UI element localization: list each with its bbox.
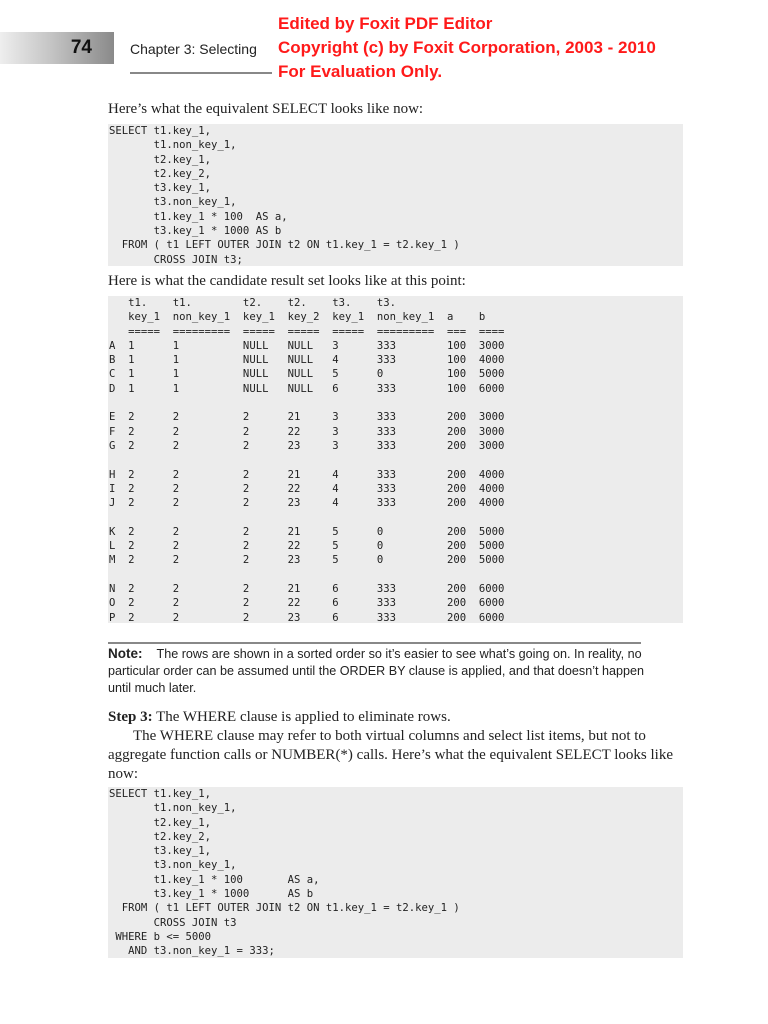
code-line: t3.key_1 * 1000 AS b: [109, 888, 314, 901]
page-number: 74: [70, 37, 92, 58]
code-line: WHERE b <= 5000: [109, 930, 212, 943]
code-line: SELECT t1.key_1,: [109, 788, 212, 800]
table-line: C 1 1 NULL NULL 5 0 100 5000: [109, 368, 505, 381]
table-line: G 2 2 2 23 3 333 200 3000: [109, 439, 505, 452]
table-line: L 2 2 2 22 5 0 200 5000: [109, 540, 505, 553]
intro-paragraph: Here’s what the equivalent SELECT looks like now:: [108, 101, 424, 117]
table-line: H 2 2 2 21 4 333 200 4000: [109, 468, 505, 481]
code-line: t2.key_2,: [109, 830, 212, 843]
step3-label: Step 3:: [108, 709, 153, 725]
table-line: t1. t1. t2. t2. t3. t3.: [109, 297, 397, 309]
code-line: FROM ( t1 LEFT OUTER JOIN t2 ON t1.key_1 = t2.key_1 ): [109, 902, 460, 915]
table-line: I 2 2 2 22 4 333 200 4000: [109, 482, 505, 495]
code-line: CROSS JOIN t3;: [109, 253, 243, 266]
table-line: [108, 396, 683, 410]
table-line: ===== ========= ===== ===== ===== ========= === ====: [109, 325, 505, 338]
table-line: [108, 510, 683, 524]
code-line: t2.key_2,: [109, 167, 212, 180]
table-line: E 2 2 2 21 3 333 200 3000: [109, 411, 505, 424]
code-line: FROM ( t1 LEFT OUTER JOIN t2 ON t1.key_1 = t2.key_1 ): [109, 239, 460, 252]
result-set-intro: Here is what the candidate result set looks like at this point:: [108, 273, 466, 289]
code-line: t2.key_1,: [109, 816, 212, 829]
code-line: t3.key_1,: [109, 845, 212, 858]
step3-heading: [108, 708, 683, 727]
code-line: SELECT t1.key_1,: [109, 125, 212, 137]
table-line: [108, 453, 683, 467]
code-block-where: [108, 787, 683, 958]
table-line: A 1 1 NULL NULL 3 333 100 3000: [109, 339, 505, 352]
note-label: Note:: [108, 646, 143, 661]
table-line: O 2 2 2 22 6 333 200 6000: [109, 597, 505, 610]
table-line: [108, 568, 683, 582]
table-line: M 2 2 2 23 5 0 200 5000: [109, 554, 505, 567]
note-rule: [108, 642, 641, 644]
chapter-title: Chapter 3: Selecting: [130, 41, 257, 57]
table-line: K 2 2 2 21 5 0 200 5000: [109, 525, 505, 538]
step3-paragraph: The WHERE clause may refer to both virtual columns and select list items, but not to aggregate function calls or NUMBER(*) calls. Here’s what the equivalent SELECT looks like now:: [108, 728, 673, 782]
code-line: t1.non_key_1,: [109, 802, 237, 815]
code-line: CROSS JOIN t3: [109, 916, 237, 929]
watermark-line: For Evaluation Only.: [278, 62, 443, 81]
code-line: t3.key_1,: [109, 182, 212, 195]
watermark-line: Copyright (c) by Foxit Corporation, 2003 - 2010: [278, 38, 656, 57]
code-line: t1.key_1 * 100 AS a,: [109, 210, 288, 223]
note-box: [108, 646, 648, 696]
table-line: D 1 1 NULL NULL 6 333 100 6000: [109, 382, 505, 395]
code-line: t3.key_1 * 1000 AS b: [109, 225, 282, 238]
code-line: t3.non_key_1,: [109, 859, 237, 872]
result-set-table: [108, 296, 683, 623]
table-line: N 2 2 2 21 6 333 200 6000: [109, 582, 505, 595]
watermark-line: Edited by Foxit PDF Editor: [278, 14, 493, 33]
header-rule: [130, 72, 272, 74]
table-line: J 2 2 2 23 4 333 200 4000: [109, 497, 505, 510]
table-line: F 2 2 2 22 3 333 200 3000: [109, 425, 505, 438]
note-text: The rows are shown in a sorted order so it’s easier to see what’s going on. In reality, no particular order can be assumed until the ORDER BY clause is applied, and that doesn’t happen until much later.: [108, 647, 645, 695]
code-line: AND t3.non_key_1 = 333;: [109, 945, 275, 958]
page-number-tab: [0, 32, 114, 64]
foxit-watermark: [278, 12, 656, 84]
code-line: t2.key_1,: [109, 153, 212, 166]
code-line: t3.non_key_1,: [109, 196, 237, 209]
code-line: t1.key_1 * 100 AS a,: [109, 873, 320, 886]
code-line: t1.non_key_1,: [109, 139, 237, 152]
table-line: key_1 non_key_1 key_1 key_2 key_1 non_key_1 a b: [109, 311, 486, 324]
step3-text: The WHERE clause is applied to eliminate rows.: [156, 709, 451, 725]
code-block-select: [108, 124, 683, 266]
table-line: P 2 2 2 23 6 333 200 6000: [109, 611, 505, 623]
table-line: B 1 1 NULL NULL 4 333 100 4000: [109, 354, 505, 367]
